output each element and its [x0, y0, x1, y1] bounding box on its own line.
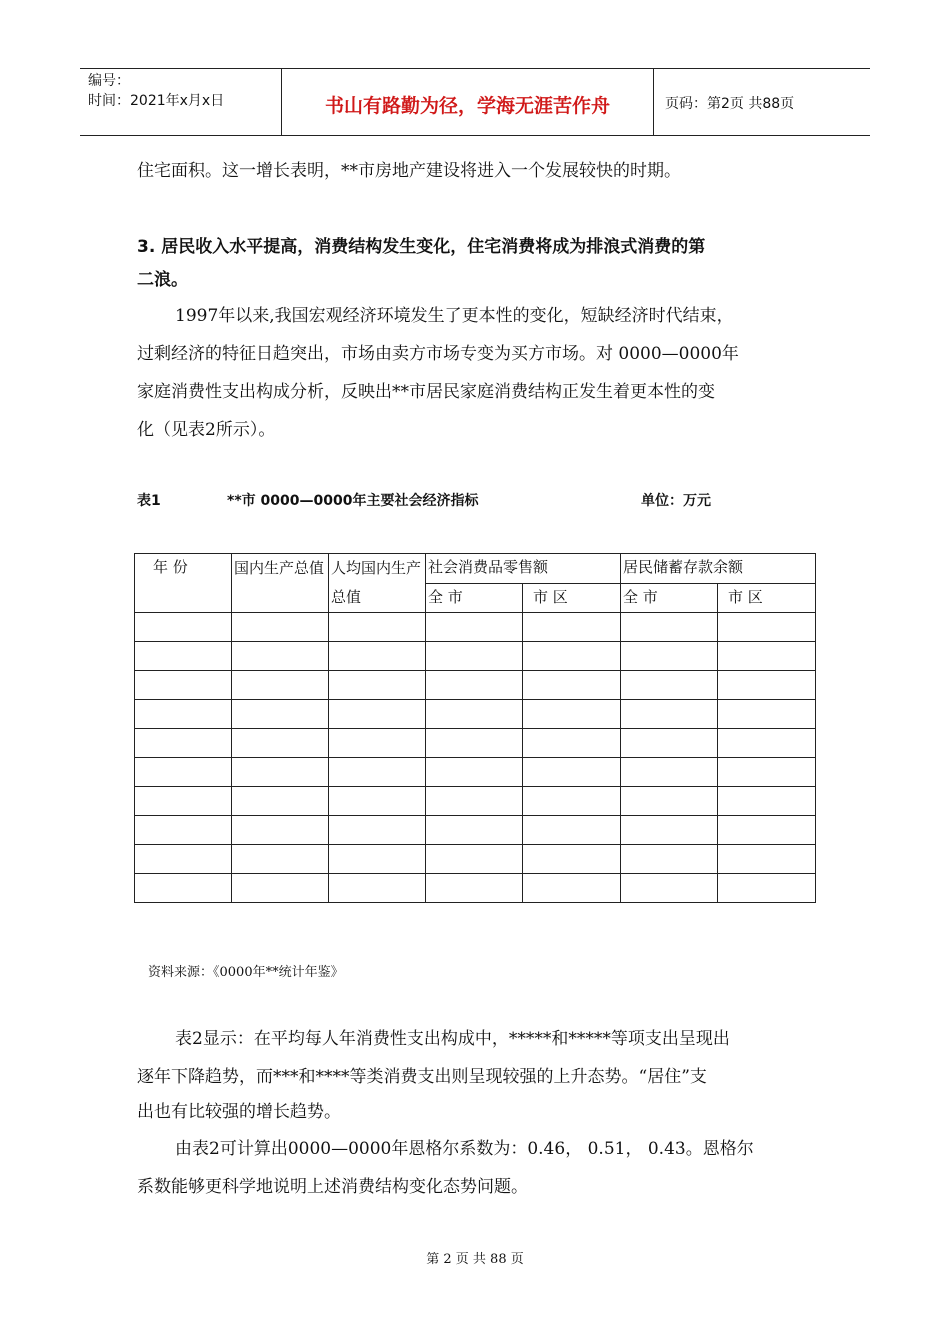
- table-row: [135, 845, 816, 874]
- paragraph-line: 表2显示：在平均每人年消费性支出构成中，*****和*****等项支出呈现出: [175, 1029, 730, 1049]
- table-unit: 单位：万元: [641, 493, 711, 509]
- section-heading: 3. 居民收入水平提高，消费结构发生变化，住宅消费将成为排浪式消费的第: [137, 237, 706, 257]
- col-header-savings: 居民储蓄存款余额: [621, 554, 816, 584]
- page-footer: 第 2 页 共 88 页: [426, 1252, 524, 1267]
- subheader-district: 市 区: [523, 583, 621, 613]
- paragraph-line: 过剩经济的特征日趋突出，市场由卖方市场专变为买方市场。对 0000—0000年: [137, 344, 739, 364]
- table-number: 表1: [137, 493, 161, 509]
- col-header-year: 年 份: [135, 554, 232, 613]
- paragraph-line: 逐年下降趋势，而***和****等类消费支出则呈现较强的上升态势。“居住”支: [137, 1067, 707, 1087]
- subheader-district: 市 区: [718, 583, 816, 613]
- header-meta: [88, 71, 224, 111]
- table-row: [135, 671, 816, 700]
- paragraph-line: 1997年以来,我国宏观经济环境发生了更本性的变化，短缺经济时代结束，: [175, 306, 734, 326]
- header-motto: 书山有路勤为径，学海无涯苦作舟: [324, 95, 610, 117]
- table-row: [135, 816, 816, 845]
- body-line: 住宅面积。这一增长表明，**市房地产建设将进入一个发展较快的时期。: [137, 161, 681, 181]
- time-label: 时间：2021年x月x日: [88, 93, 225, 109]
- col-header-retail: 社会消费品零售额: [426, 554, 621, 584]
- paragraph-line: 系数能够更科学地说明上述消费结构变化态势问题。: [137, 1177, 528, 1197]
- page-header: [80, 68, 870, 136]
- subheader-city: 全 市: [426, 583, 523, 613]
- table-row: [135, 874, 816, 903]
- serial-label: 编号：: [88, 73, 130, 89]
- paragraph-line: 化（见表2所示）。: [137, 420, 276, 440]
- table-row: [135, 700, 816, 729]
- paragraph-line: 出也有比较强的增长趋势。: [137, 1102, 341, 1122]
- subheader-city: 全 市: [621, 583, 718, 613]
- table-source: 资料来源：《0000年**统计年鉴》: [148, 965, 344, 980]
- table-title: **市 0000—0000年主要社会经济指标: [227, 493, 479, 509]
- section-heading: 二浪。: [137, 270, 188, 290]
- header-divider: [653, 69, 654, 135]
- table-row: [135, 758, 816, 787]
- table-row: [135, 642, 816, 671]
- header-page-info: 页码：第2页 共88页: [665, 96, 795, 112]
- table-row: [135, 729, 816, 758]
- col-header-gdp: 国内生产总值: [232, 554, 329, 613]
- table-row: [135, 787, 816, 816]
- table-row: [135, 613, 816, 642]
- paragraph-line: 家庭消费性支出构成分析，反映出**市居民家庭消费结构正发生着更本性的变: [137, 382, 715, 402]
- indicator-table: [134, 553, 816, 903]
- col-header-gdp-per-capita: 人均国内生产总值: [329, 554, 426, 613]
- paragraph-line: 由表2可计算出0000—0000年恩格尔系数为：0.46， 0.51， 0.43。恩格尔: [175, 1139, 754, 1159]
